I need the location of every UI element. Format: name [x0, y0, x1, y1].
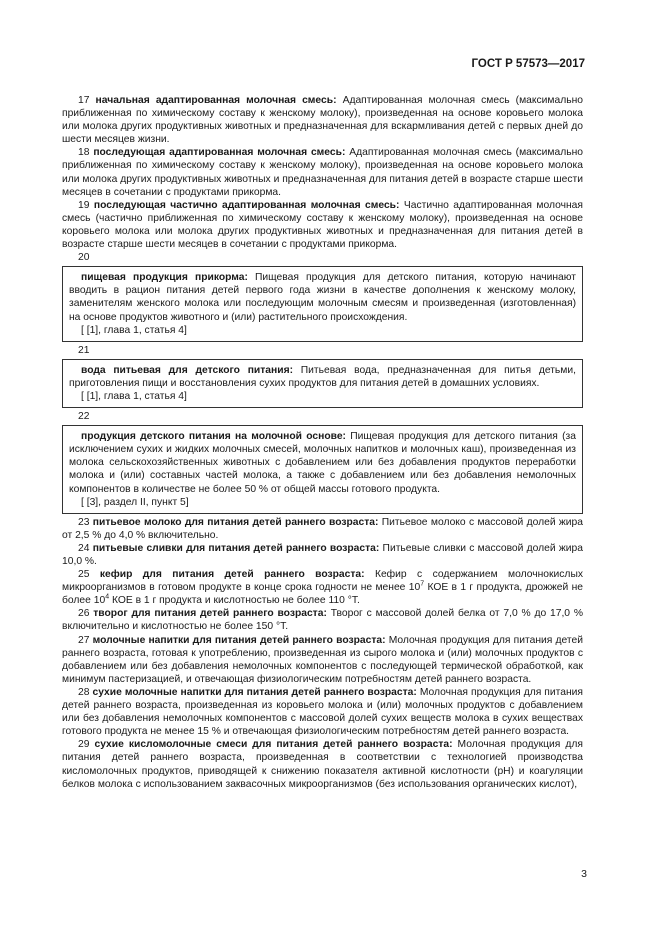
term-number: 26 [78, 608, 94, 620]
term-title: творог для питания детей раннего возраста: [93, 608, 327, 620]
term-title: сухие молочные напитки для питания детей раннего возраста: [92, 686, 417, 698]
term-title: молочные напитки для питания детей раннего возраста: [92, 634, 386, 646]
term-number: 25 [78, 569, 100, 581]
term-definition: Пищевая продукция для детского питания, которую начинают вводить в рацион питания детей первого года жизни в качестве дополнения к женскому молоку, заменителям женского молока или последующим молочным смесям и произведенная (изготовленная) на основе продуктов животного и (или) растительного происхождения. [69, 272, 576, 323]
term-number: 18 [78, 147, 94, 159]
term-title: начальная адаптированная молочная смесь: [95, 95, 337, 106]
document-header: ГОСТ Р 57573—2017 [471, 58, 585, 70]
term-definition: Частично адаптированная молочная смесь (частично приближенная по химическому составу к женскому молоку), произведенная на основе коровьего молока или молока других продуктивных животных и предназначенная для питания детей в возрасте старше шести месяцев в сочетании с продуктами прикорма. [62, 199, 583, 251]
term-19 [62, 199, 583, 251]
term-title: вода питьевая для детского питания: [81, 364, 294, 376]
term-21-reference: [ [1], глава 1, статья 4] [81, 390, 187, 402]
term-24 [62, 542, 583, 568]
term-number: 24 [78, 542, 93, 554]
term-number: 17 [78, 95, 96, 106]
term-25 [62, 568, 583, 607]
term-title: питьевые сливки для питания детей раннего возраста: [92, 542, 380, 554]
term-number: 29 [78, 739, 95, 751]
term-definition: Адаптированная молочная смесь (максимально приближенная по химическому составу к женскому молоку), произведенная на основе коровьего молока или молока других продуктивных животных и предназначенная для вскармливания детей с первых дней до шести месяцев жизни. [62, 95, 583, 146]
term-20-number: 20 [78, 252, 90, 264]
term-definition: Пищевая продукция для детского питания (за исключением сухих и жидких молочных смесей, молочных напитков и молочных каш), произведенная из молока сельскохозяйственных животных с добавлением или без добавления продуктов переработки молока и (или) составных частей молока, а также с добавлением или без добавления немолочных компонентов в количестве не более 50 % от общей массы готового продукта. [69, 431, 576, 495]
term-definition: КОЕ в 1 г продукта и кислотностью не более 110 °Т. [109, 595, 360, 607]
term-17 [62, 94, 583, 146]
term-title: пищевая продукция прикорма: [81, 272, 248, 284]
term-definition: Молочная продукция для питания детей раннего возраста, готовая к употреблению, произведенная из сырого молока и (или) молочных продуктов с добавлением или без добавления немолочных компонентов с последующей термической обработкой, как минимум пастеризацией, и отвечающая физиологическим потребностям детей раннего возраста. [62, 634, 583, 685]
term-number: 28 [78, 686, 93, 698]
term-22-number: 22 [78, 411, 90, 423]
term-29 [62, 738, 583, 790]
term-18 [62, 146, 583, 198]
term-20-box [62, 266, 583, 341]
term-number: 19 [78, 199, 94, 211]
term-definition: Кефир с содержанием молочнокислых микроорганизмов в готовом продукте в конце срока годности не менее 10 [62, 569, 583, 594]
term-title: кефир для питания детей раннего возраста: [99, 569, 365, 581]
term-22-reference: [ [3], раздел II, пункт 5] [81, 496, 189, 508]
term-22 [69, 430, 576, 495]
term-title: продукция детского питания на молочной основе: [81, 431, 346, 443]
term-definition: Творог с массовой долей белка от 7,0 % до 17,0 % включительно и кислотностью не более 150 °Т. [62, 608, 583, 633]
term-title: питьевое молоко для питания детей раннего возраста: [92, 516, 379, 528]
exponent: 7 [420, 580, 425, 588]
term-20-reference: [ [1], глава 1, статья 4] [81, 324, 187, 336]
term-26 [62, 607, 583, 633]
term-21-number: 21 [78, 344, 90, 356]
exponent: 4 [105, 593, 110, 601]
term-title: последующая адаптированная молочная смесь: [93, 147, 346, 159]
term-28 [62, 686, 583, 738]
term-21-box [62, 359, 583, 408]
term-21 [69, 364, 576, 390]
term-title: сухие кисломолочные смеси для питания детей раннего возраста: [94, 739, 453, 751]
term-definition: Молочная продукция для питания детей раннего возраста, произведенная из коровьего молока и (или) молочных продуктов с добавлением или без добавления немолочных компонентов с массовой долей сухих веществ молока в сухих веществах готового продукта не менее 15 % и отвечающая физиологическим потребностям детей раннего возраста. [62, 686, 583, 738]
term-27 [62, 634, 583, 686]
term-definition: КОЕ в 1 г продукта, дрожжей не более 10 [62, 582, 583, 607]
term-definition: Питьевое молоко с массовой долей жира от 2,5 % до 4,0 % включительно. [62, 516, 583, 541]
page-number: 3 [581, 868, 587, 880]
term-number: 23 [78, 516, 93, 528]
term-definition: Питьевая вода, предназначенная для питья детьми, приготовления пищи и восстановления сухих продуктов для питания детей в домашних условиях. [69, 364, 576, 389]
term-definition: Адаптированная молочная смесь (максимально приближенная по химическому составу к женскому молоку), произведенная на основе коровьего молока или молока других продуктивных животных и предназначенная для питания детей в возрасте старше шести месяцев в сочетании с продуктами прикорма. [62, 147, 584, 198]
term-definition: Питьевые сливки с массовой долей жира 10,0 %. [62, 542, 583, 567]
term-22-box [62, 425, 583, 514]
term-number: 27 [78, 634, 93, 646]
term-20 [69, 271, 576, 323]
term-title: последующая частично адаптированная молочная смесь: [93, 199, 400, 211]
document-body [62, 94, 583, 791]
term-23 [62, 516, 583, 542]
term-definition: Молочная продукция для питания детей раннего возраста, произведенная в соответствии с технологией производства кисломолочных продуктов, приводящей к снижению показателя активной кислотности (pH) и коагуляции белков молока с использованием заквасочных микроорганизмов (без использования органических кислот), [62, 739, 583, 790]
